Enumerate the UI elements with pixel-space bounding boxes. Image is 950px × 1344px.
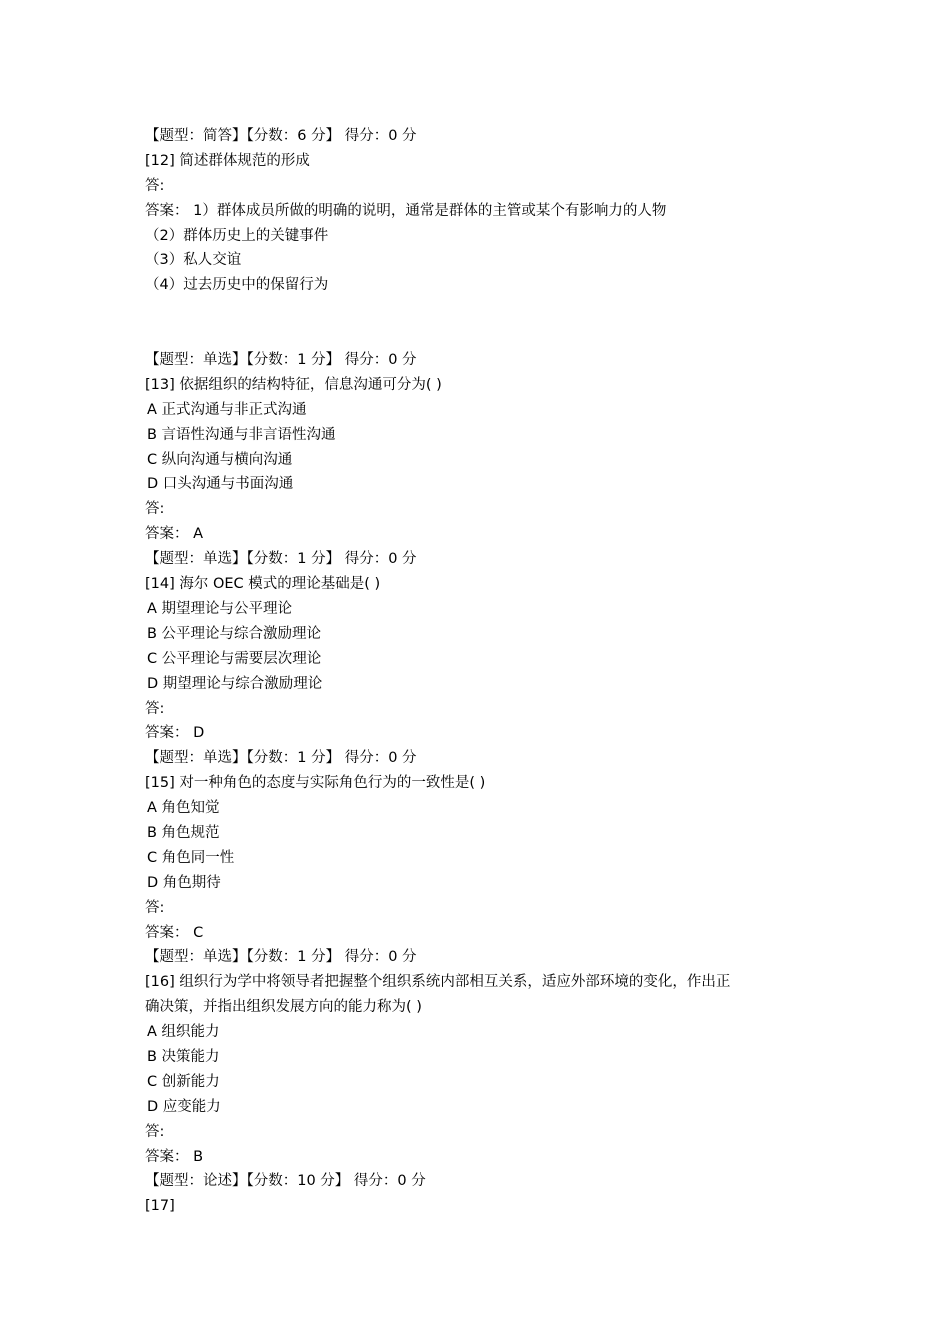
q12-header: 【题型：简答】【分数：6 分】 得分：0 分 (145, 128, 417, 144)
q13-option-b: B 言语性沟通与非言语性沟通 (147, 426, 336, 443)
q16-question-line-2: 确决策，并指出组织发展方向的能力称为( ) (145, 999, 422, 1016)
q13-question: [13] 依据组织的结构特征，信息沟通可分为( ) (145, 376, 442, 393)
q14-option-b: B 公平理论与综合激励理论 (147, 625, 322, 642)
q16-option-b: B 决策能力 (147, 1048, 220, 1065)
q12-answer-line-3: （3）私人交谊 (145, 252, 242, 269)
q16-option-d: D 应变能力 (147, 1098, 221, 1115)
q14-option-c: C 公平理论与需要层次理论 (147, 650, 322, 667)
q14-option-a: A 期望理论与公平理论 (147, 600, 293, 617)
q16-option-a: A 组织能力 (147, 1024, 220, 1041)
q16-question-line-1: [16] 组织行为学中将领导者把握整个组织系统内部相互关系，适应外部环境的变化，作出正 (145, 974, 731, 991)
q17-header: 【题型：论述】【分数：10 分】 得分：0 分 (145, 1173, 426, 1190)
exam-document (145, 124, 825, 1219)
q13-answer: 答案： A (145, 526, 204, 543)
q14-option-d: D 期望理论与综合激励理论 (147, 675, 323, 692)
q16-answer: 答案： B (145, 1148, 204, 1165)
q15-answer-prompt: 答: (145, 899, 165, 916)
q15-option-a: A 角色知觉 (147, 800, 220, 817)
q15-header: 【题型：单选】【分数：1 分】 得分：0 分 (145, 750, 417, 767)
q12-answer-line-1: 答案： 1）群体成员所做的明确的说明，通常是群体的主管或某个有影响力的人物 (145, 202, 667, 219)
q16-answer-prompt: 答: (145, 1123, 165, 1140)
q16-option-c: C 创新能力 (147, 1073, 220, 1090)
q13-answer-prompt: 答: (145, 501, 165, 518)
section-spacer (145, 298, 825, 348)
q15-answer: 答案： C (145, 924, 204, 941)
q14-answer-prompt: 答: (145, 700, 165, 717)
q12-answer-line-2: （2）群体历史上的关键事件 (145, 227, 329, 244)
q17-question: [17] (145, 1198, 175, 1215)
q15-question: [15] 对一种角色的态度与实际角色行为的一致性是( ) (145, 775, 486, 792)
q15-option-b: B 角色规范 (147, 824, 220, 841)
q13-option-d: D 口头沟通与书面沟通 (147, 476, 294, 493)
q14-header: 【题型：单选】【分数：1 分】 得分：0 分 (145, 551, 417, 568)
q12-answer-prompt: 答: (145, 177, 165, 194)
q13-option-a: A 正式沟通与非正式沟通 (147, 401, 307, 418)
q14-answer: 答案： D (145, 725, 205, 742)
q15-option-c: C 角色同一性 (147, 849, 235, 866)
q14-question: [14] 海尔 OEC 模式的理论基础是( ) (145, 576, 381, 593)
q15-option-d: D 角色期待 (147, 874, 221, 891)
q12-question: [12] 简述群体规范的形成 (145, 152, 310, 169)
q12-answer-line-4: （4）过去历史中的保留行为 (145, 277, 329, 294)
q13-option-c: C 纵向沟通与横向沟通 (147, 451, 293, 468)
q16-header: 【题型：单选】【分数：1 分】 得分：0 分 (145, 949, 417, 966)
q13-header: 【题型：单选】【分数：1 分】 得分：0 分 (145, 352, 417, 369)
